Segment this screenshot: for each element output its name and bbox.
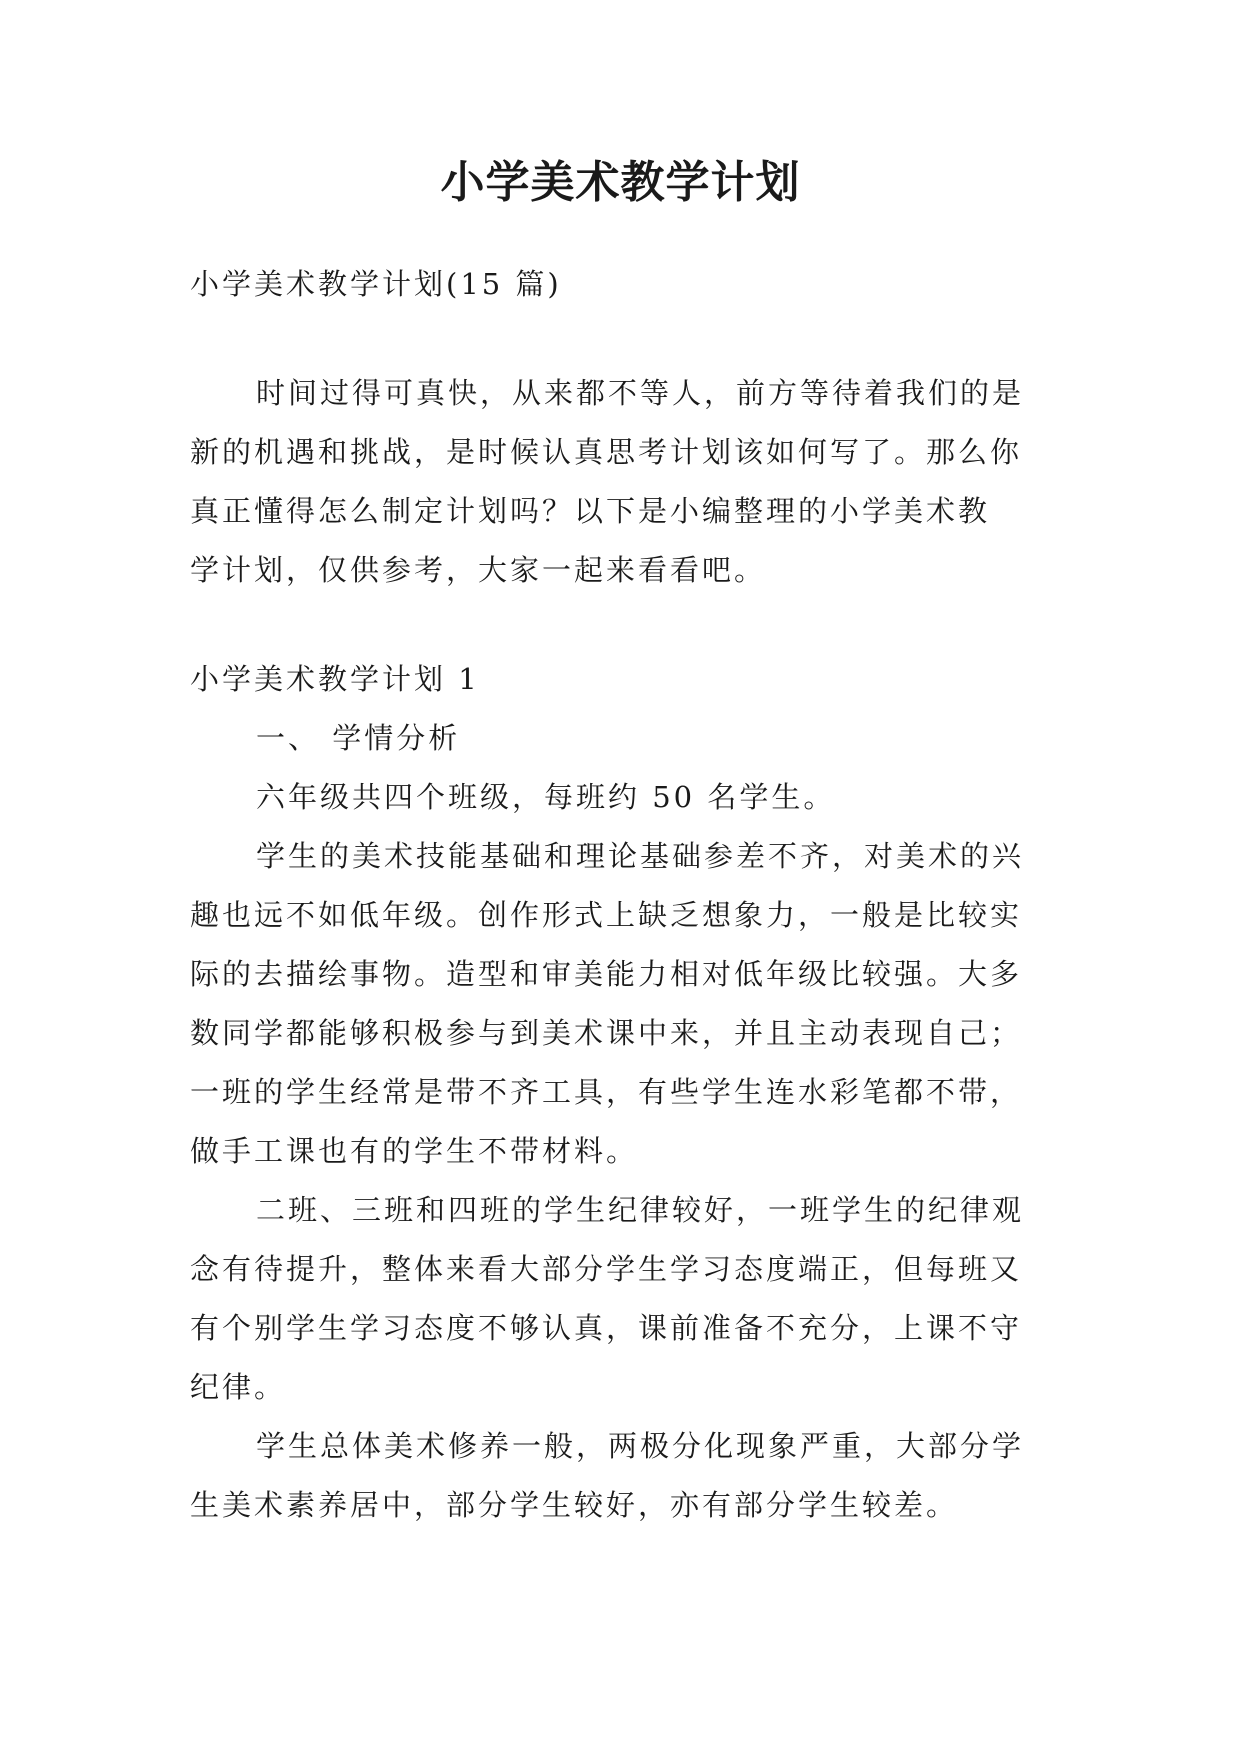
paragraph-line: 学生的美术技能基础和理论基础参差不齐，对美术的兴 — [256, 839, 1025, 873]
paragraph-line: 六年级共四个班级，每班约 50 名学生。 — [256, 780, 836, 814]
paragraph-line: 数同学都能够积极参与到美术课中来，并且主动表现自己； — [190, 1016, 1023, 1050]
subsection-heading: 一、 学情分析 — [256, 721, 461, 755]
paragraph-line: 生美术素养居中，部分学生较好，亦有部分学生较差。 — [190, 1488, 959, 1522]
spacer — [190, 314, 1062, 364]
section-heading: 小学美术教学计划 1 — [190, 662, 480, 696]
paragraph-line: 时间过得可真快，从来都不等人，前方等待着我们的是 — [256, 376, 1025, 410]
paragraph — [190, 827, 1062, 1181]
paragraph-line: 学计划，仅供参考，大家一起来看看吧。 — [190, 553, 767, 587]
paragraph-line: 有个别学生学习态度不够认真，课前准备不充分，上课不守 — [190, 1311, 1023, 1345]
spacer — [190, 600, 1062, 650]
document-title: 小学美术教学计划 — [440, 157, 801, 208]
document-body — [190, 255, 1062, 1535]
paragraph-line: 二班、三班和四班的学生纪律较好，一班学生的纪律观 — [256, 1193, 1025, 1227]
paragraph-line: 一班的学生经常是带不齐工具，有些学生连水彩笔都不带， — [190, 1075, 1023, 1109]
paragraph-line: 学生总体美术修养一般，两极分化现象严重，大部分学 — [256, 1429, 1025, 1463]
paragraph-line: 际的去描绘事物。造型和审美能力相对低年级比较强。大多 — [190, 957, 1023, 991]
paragraph-line: 趣也远不如低年级。创作形式上缺乏想象力，一般是比较实 — [190, 898, 1023, 932]
paragraph-line: 真正懂得怎么制定计划吗？以下是小编整理的小学美术教 — [190, 494, 991, 528]
paragraph-line: 念有待提升，整体来看大部分学生学习态度端正，但每班又 — [190, 1252, 1023, 1286]
paragraph-line: 做手工课也有的学生不带材料。 — [190, 1134, 639, 1168]
intro-paragraph — [190, 364, 1062, 600]
paragraph — [190, 1417, 1062, 1535]
paragraph-line: 纪律。 — [190, 1370, 287, 1404]
paragraph-line: 新的机遇和挑战，是时候认真思考计划该如何写了。那么你 — [190, 435, 1023, 469]
subtitle: 小学美术教学计划(15 篇) — [190, 267, 562, 301]
paragraph — [190, 1181, 1062, 1417]
